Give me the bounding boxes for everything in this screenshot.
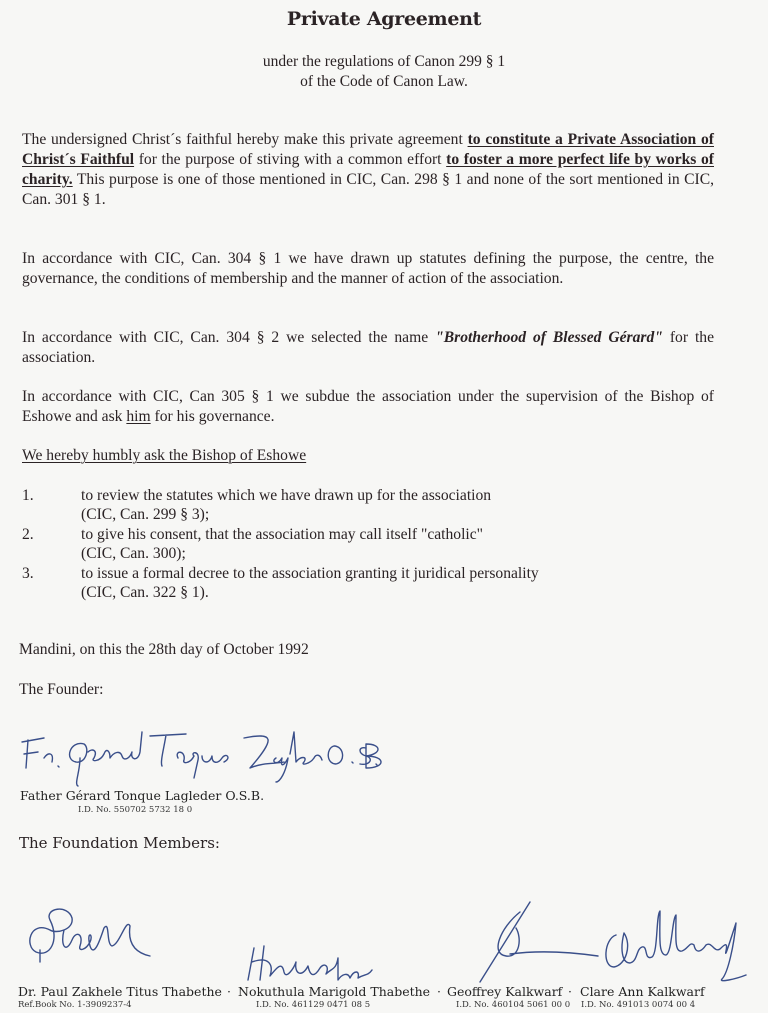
member-name-2: Nokuthula Marigold Thabethe (238, 984, 431, 999)
member-id-3: I.D. No. 460104 5061 00 0 (456, 1000, 571, 1010)
paragraph-purpose-text-1: The undersigned Christ´s faithful hereby make this private agreement (22, 131, 468, 148)
members-heading: The Foundation Members: (19, 834, 220, 852)
subtitle-line-1: under the regulations of Canon 299 § 1 (262, 53, 506, 70)
paragraph-purpose-emphasis-2: to foster a more perfect life by works of charity. (22, 151, 714, 188)
document-title: Private Agreement (286, 8, 482, 30)
document-subtitle (0, 52, 768, 92)
member-name-4: Clare Ann Kalkwarf (580, 984, 705, 999)
paragraph-supervision (22, 387, 714, 427)
member-signature-3 (460, 898, 600, 988)
paragraph-supervision-text-2: for his governance. (150, 408, 275, 425)
member-id-1: Ref.Book No. 1-3909237-4 (18, 1000, 132, 1010)
member-signature-4 (596, 905, 756, 985)
paragraph-name-text-1: In accordance with CIC, Can. 304 § 2 we selected the name (22, 329, 436, 346)
name-separator: · (227, 984, 231, 999)
request-text: to issue a formal decree to the association granting it juridical personality (81, 565, 539, 582)
paragraph-purpose-text-2: for the purpose of stiving with a common effort (134, 151, 447, 168)
founder-id: I.D. No. 550702 5732 18 0 (78, 805, 193, 815)
paragraph-purpose (22, 130, 714, 210)
request-number: 3. (22, 565, 34, 582)
member-name-3: Geoffrey Kalkwarf (447, 984, 563, 999)
member-id-2: I.D. No. 461129 0471 08 5 (256, 1000, 371, 1010)
request-citation: (CIC, Can. 300); (81, 545, 186, 562)
paragraph-purpose-emphasis-1: to constitute a Private Association of Christ´s Faithful (22, 131, 714, 168)
request-number: 1. (22, 487, 34, 504)
paragraph-name-text-2: for the association. (22, 329, 715, 366)
paragraph-statutes: In accordance with CIC, Can. 304 § 1 we have drawn up statutes defining the purpose, the centre, the governance, the conditions of membership and the manner of action of the association. (22, 250, 714, 287)
request-heading-text: We hereby humbly ask the Bishop of Eshowe (22, 447, 307, 464)
founder-heading: The Founder: (19, 681, 104, 698)
association-name: "Brotherhood of Blessed Gérard" (435, 329, 663, 346)
date-line: Mandini, on this the 28th day of October 1992 (19, 641, 309, 658)
request-text: to review the statutes which we have drawn up for the association (81, 487, 492, 504)
paragraph-supervision-emphasis: him (126, 408, 151, 425)
request-text: to give his consent, that the association may call itself "catholic" (81, 526, 484, 543)
member-signature-1 (20, 900, 170, 980)
member-signature-2 (238, 940, 388, 990)
subtitle-line-2: of the Code of Canon Law. (300, 73, 468, 90)
member-name-1: Dr. Paul Zakhele Titus Thabethe (18, 984, 222, 999)
request-citation: (CIC, Can. 299 § 3); (81, 506, 210, 523)
paragraph-purpose-text-3: This purpose is one of those mentioned in CIC, Can. 298 § 1 and none of the sort mentioned in CIC, Can. 301 § 1. (22, 171, 714, 208)
founder-name: Father Gérard Tonque Lagleder O.S.B. (20, 788, 265, 803)
request-number: 2. (22, 526, 34, 543)
paragraph-name (22, 328, 714, 368)
name-separator: · (437, 984, 441, 999)
member-id-4: I.D. No. 491013 0074 00 4 (581, 1000, 696, 1010)
request-citation: (CIC, Can. 322 § 1). (81, 584, 209, 601)
founder-signature (14, 728, 384, 788)
paragraph-supervision-text-1: In accordance with CIC, Can 305 § 1 we subdue the association under the supervision of the Bishop of Eshowe and ask (22, 388, 714, 425)
name-separator: · (568, 984, 572, 999)
request-heading (22, 446, 714, 466)
